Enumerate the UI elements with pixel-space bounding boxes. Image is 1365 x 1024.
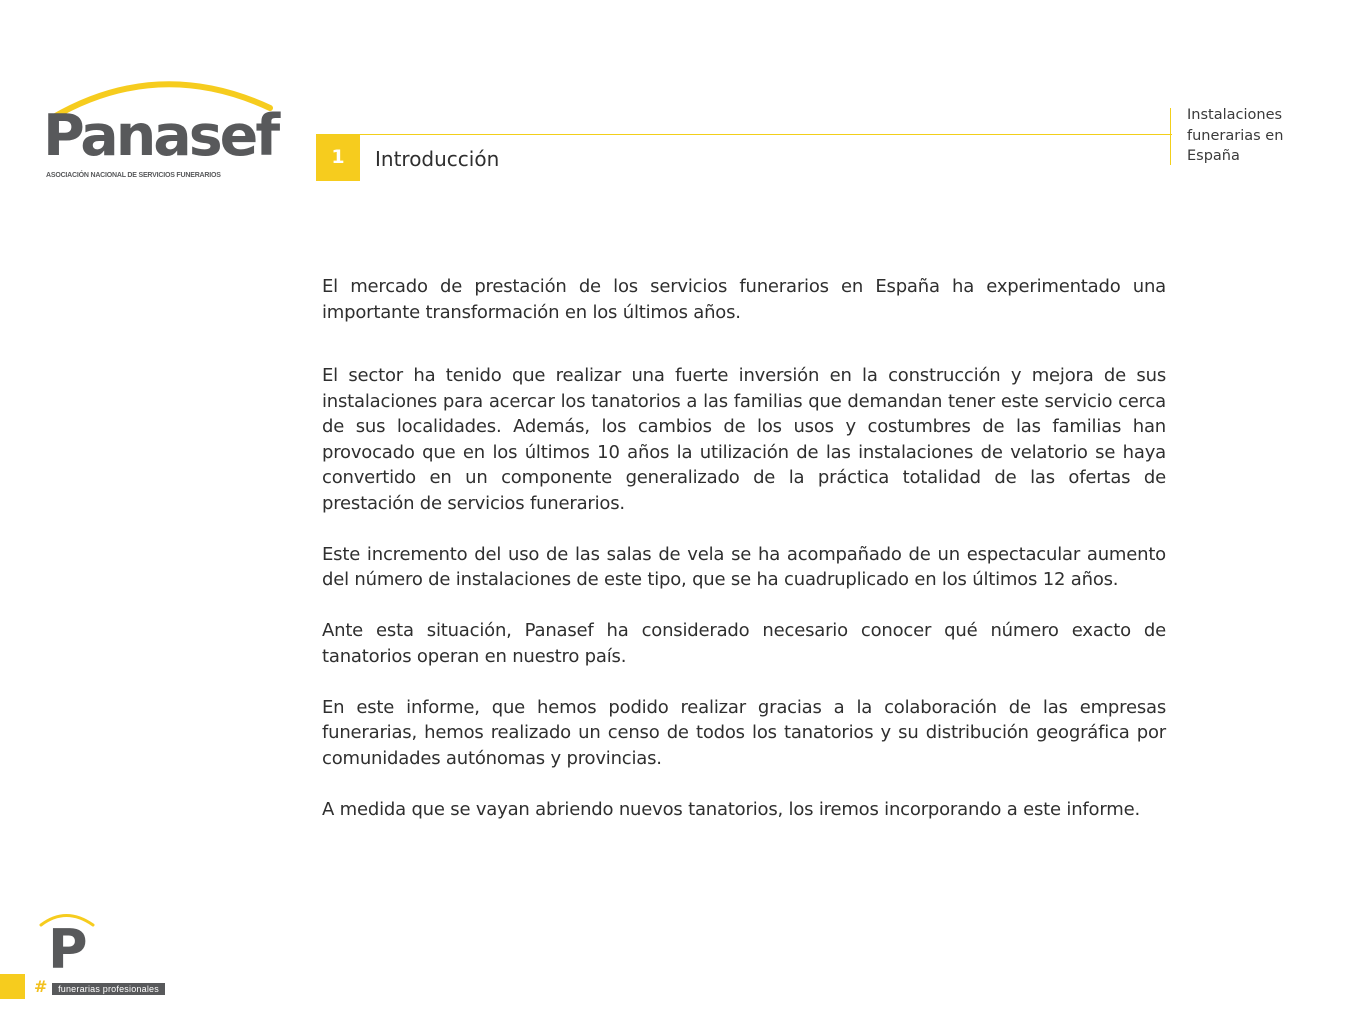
report-title-line: funerarias en: [1187, 127, 1284, 144]
logo-wordmark: Panasef: [43, 103, 278, 169]
report-title-line: España: [1187, 148, 1240, 164]
panasef-logo: [40, 74, 276, 186]
header-vertical-divider: [1170, 108, 1171, 165]
logo-tagline: ASOCIACIÓN NACIONAL DE SERVICIOS FUNERARIOS: [46, 172, 221, 179]
intro-paragraph: A medida que se vayan abriendo nuevos tanatorios, los iremos incorporando a este informe.: [322, 798, 1140, 820]
footer-accent-square: [0, 974, 25, 999]
report-title: [1187, 105, 1327, 167]
intro-paragraph: El mercado de prestación de los servicios funerarios en España ha experimentado una importante transformación en los últimos años.: [322, 276, 1166, 323]
header-divider: [316, 134, 1172, 135]
funerarias-profesionales-logo: [0, 905, 180, 1005]
intro-paragraph: Ante esta situación, Panasef ha considerado necesario conocer qué número exacto de tanatorios operan en nuestro país.: [322, 620, 1166, 667]
intro-paragraph: En este informe, que hemos podido realizar gracias a la colaboración de las empresas funerarias, hemos realizado un censo de todos los tanatorios y su distribución geográfica por comunidades autónomas y provincias.: [322, 696, 1166, 769]
intro-paragraph: El sector ha tenido que realizar una fuerte inversión en la construcción y mejora de sus instalaciones para acercar los tanatorios a las familias que demandan tener este servicio cerca de sus localidades. Además, los cambios de los usos y costumbres de las familias han provocado que en los últimos 10 años la utilización de las instalaciones de velatorio se haya convertido en un componente generalizado de la práctica totalidad de las ofertas de prestación de servicios funerarios.: [322, 365, 1166, 514]
footer-letter: P: [48, 918, 88, 981]
intro-body: [322, 274, 1166, 822]
section-number-badge: 1: [316, 135, 360, 181]
section-title: Introducción: [375, 147, 500, 171]
intro-paragraph: Este incremento del uso de las salas de vela se ha acompañado de un espectacular aumento del número de instalaciones de este tipo, que se ha cuadruplicado en los últimos 12 años.: [322, 543, 1166, 590]
footer-hash: #: [34, 977, 48, 996]
report-title-line: Instalaciones: [1187, 107, 1283, 123]
footer-label: funerarias profesionales: [52, 983, 165, 995]
